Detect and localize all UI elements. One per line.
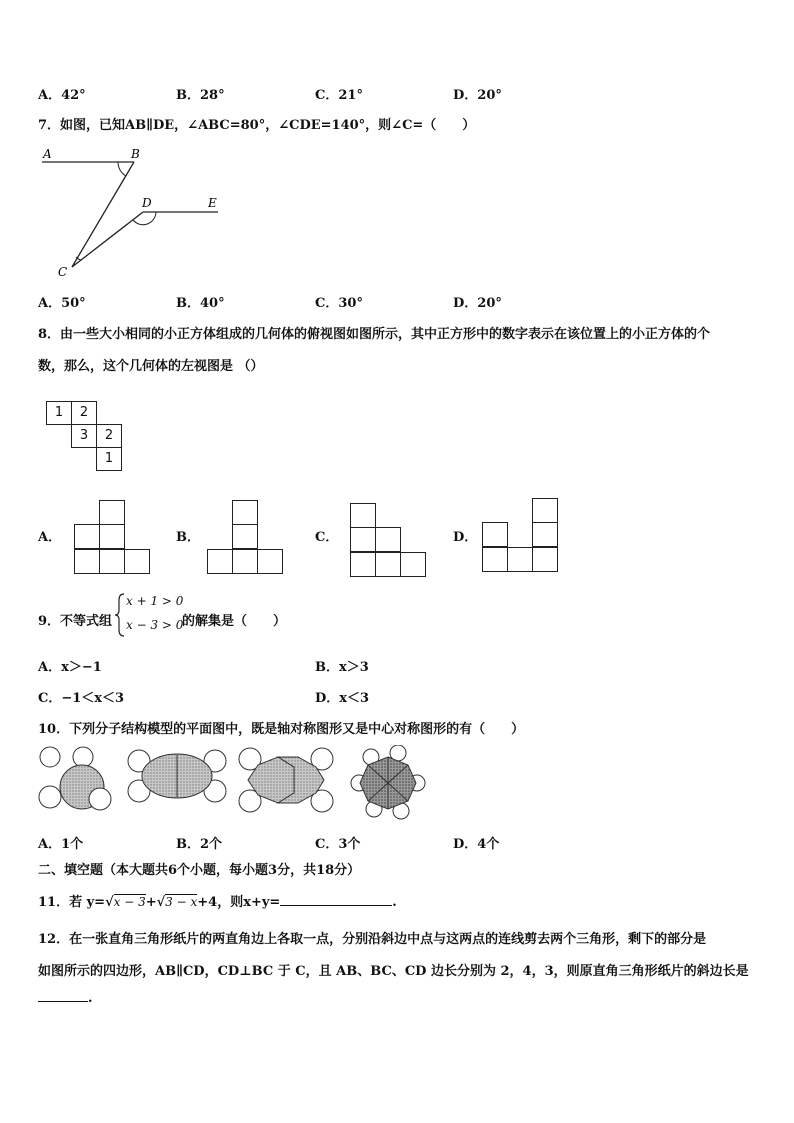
q9-left-brace [114, 592, 126, 638]
q7-option-c[interactable]: C．30° [315, 296, 363, 311]
q6-option-a[interactable]: A．42° [38, 88, 86, 103]
q10-option-c[interactable]: C．3个 [315, 837, 361, 852]
label-a: A [43, 147, 52, 161]
sqrt-icon: √ [156, 895, 166, 910]
q10-stem: 10．下列分子结构模型的平面图中，既是轴对称图形又是中心对称图形的有（ ） [38, 722, 525, 737]
q10-option-b[interactable]: B．2个 [176, 837, 223, 852]
q11-suffix: +4，则x+y= [197, 895, 281, 910]
q12-end: . [88, 991, 93, 1006]
q9-ineq1: x + 1 > 0 [126, 594, 184, 608]
q8-stem-line1: 8．由一些大小相同的小正方体组成的几何体的俯视图如图所示，其中正方形中的数字表示在该位置上的小正方体的个 [38, 327, 711, 342]
q8-option-a-label[interactable]: A． [38, 530, 62, 545]
q11-answer-blank[interactable] [280, 905, 392, 906]
q11-radicand-1: x − 3 [113, 895, 146, 909]
q12-answer-blank[interactable] [38, 1001, 88, 1002]
q9-stem-prefix: 9．不等式组 [38, 614, 113, 629]
q11-prefix: 11．若 y= [38, 895, 106, 910]
q7-option-b[interactable]: B．40° [176, 296, 225, 311]
q8-stem-line2: 数，那么，这个几何体的左视图是 （） [38, 359, 264, 374]
q9-option-c[interactable]: C．−1＜x＜3 [38, 691, 125, 706]
q11-end: . [392, 895, 397, 910]
top-view-cell: 2 [71, 401, 97, 425]
q11-radicand-2: 3 − x [165, 895, 198, 909]
q9-ineq2: x − 3 > 0 [126, 618, 184, 632]
q10-option-d[interactable]: D．4个 [453, 837, 500, 852]
molecule-1-figure [39, 747, 111, 810]
q11-line [38, 891, 397, 910]
q12-line2: 如图所示的四边形，AB∥CD，CD⊥BC 于 C，且 AB、BC、CD 边长分别为 2，4，3，则原直角三角形纸片的斜边长是 [38, 964, 749, 979]
q7-stem: 7．如图，已知AB∥DE，∠ABC=80°，∠CDE=140°，则∠C=（ ） [38, 118, 476, 133]
q8-option-b-label[interactable]: B． [176, 530, 200, 545]
q9-option-d[interactable]: D．x＜3 [315, 691, 370, 706]
q12-line1: 12．在一张直角三角形纸片的两直角边上各取一点，分别沿斜边中点与这两点的连线剪去两个三角形，剩下的部分是 [38, 932, 707, 947]
label-c: C [58, 265, 68, 279]
q9-option-a[interactable]: A．x＞−1 [38, 660, 102, 675]
molecule-3-figure [239, 748, 333, 812]
section-heading: 二、填空题（本大题共6个小题，每小题3分，共18分） [38, 863, 361, 878]
q8-option-d-label[interactable]: D． [453, 530, 478, 545]
q10-figures [36, 745, 428, 820]
q7-option-a[interactable]: A．50° [38, 296, 86, 311]
q12-line3 [38, 991, 93, 1006]
q11-plus: + [145, 895, 157, 910]
q7-option-d[interactable]: D．20° [453, 296, 502, 311]
top-view-cell: 1 [46, 401, 72, 425]
q6-option-c[interactable]: C．21° [315, 88, 363, 103]
label-d: D [142, 196, 152, 210]
label-b: B [131, 147, 140, 161]
label-e: E [208, 196, 217, 210]
molecule-4-figure [351, 745, 425, 819]
q10-option-a[interactable]: A．1个 [38, 837, 84, 852]
q6-option-d[interactable]: D．20° [453, 88, 502, 103]
molecule-2-figure [128, 750, 226, 802]
q9-option-b[interactable]: B．x＞3 [315, 660, 369, 675]
top-view-cell: 2 [96, 424, 122, 448]
sqrt-icon: √ [105, 895, 114, 910]
top-view-cell: 3 [71, 424, 97, 448]
q7-figure [38, 145, 228, 280]
q9-stem-suffix: 的解集是（ ） [182, 614, 287, 629]
top-view-cell: 1 [96, 447, 122, 471]
q6-option-b[interactable]: B．28° [176, 88, 225, 103]
q8-option-c-label[interactable]: C． [315, 530, 339, 545]
